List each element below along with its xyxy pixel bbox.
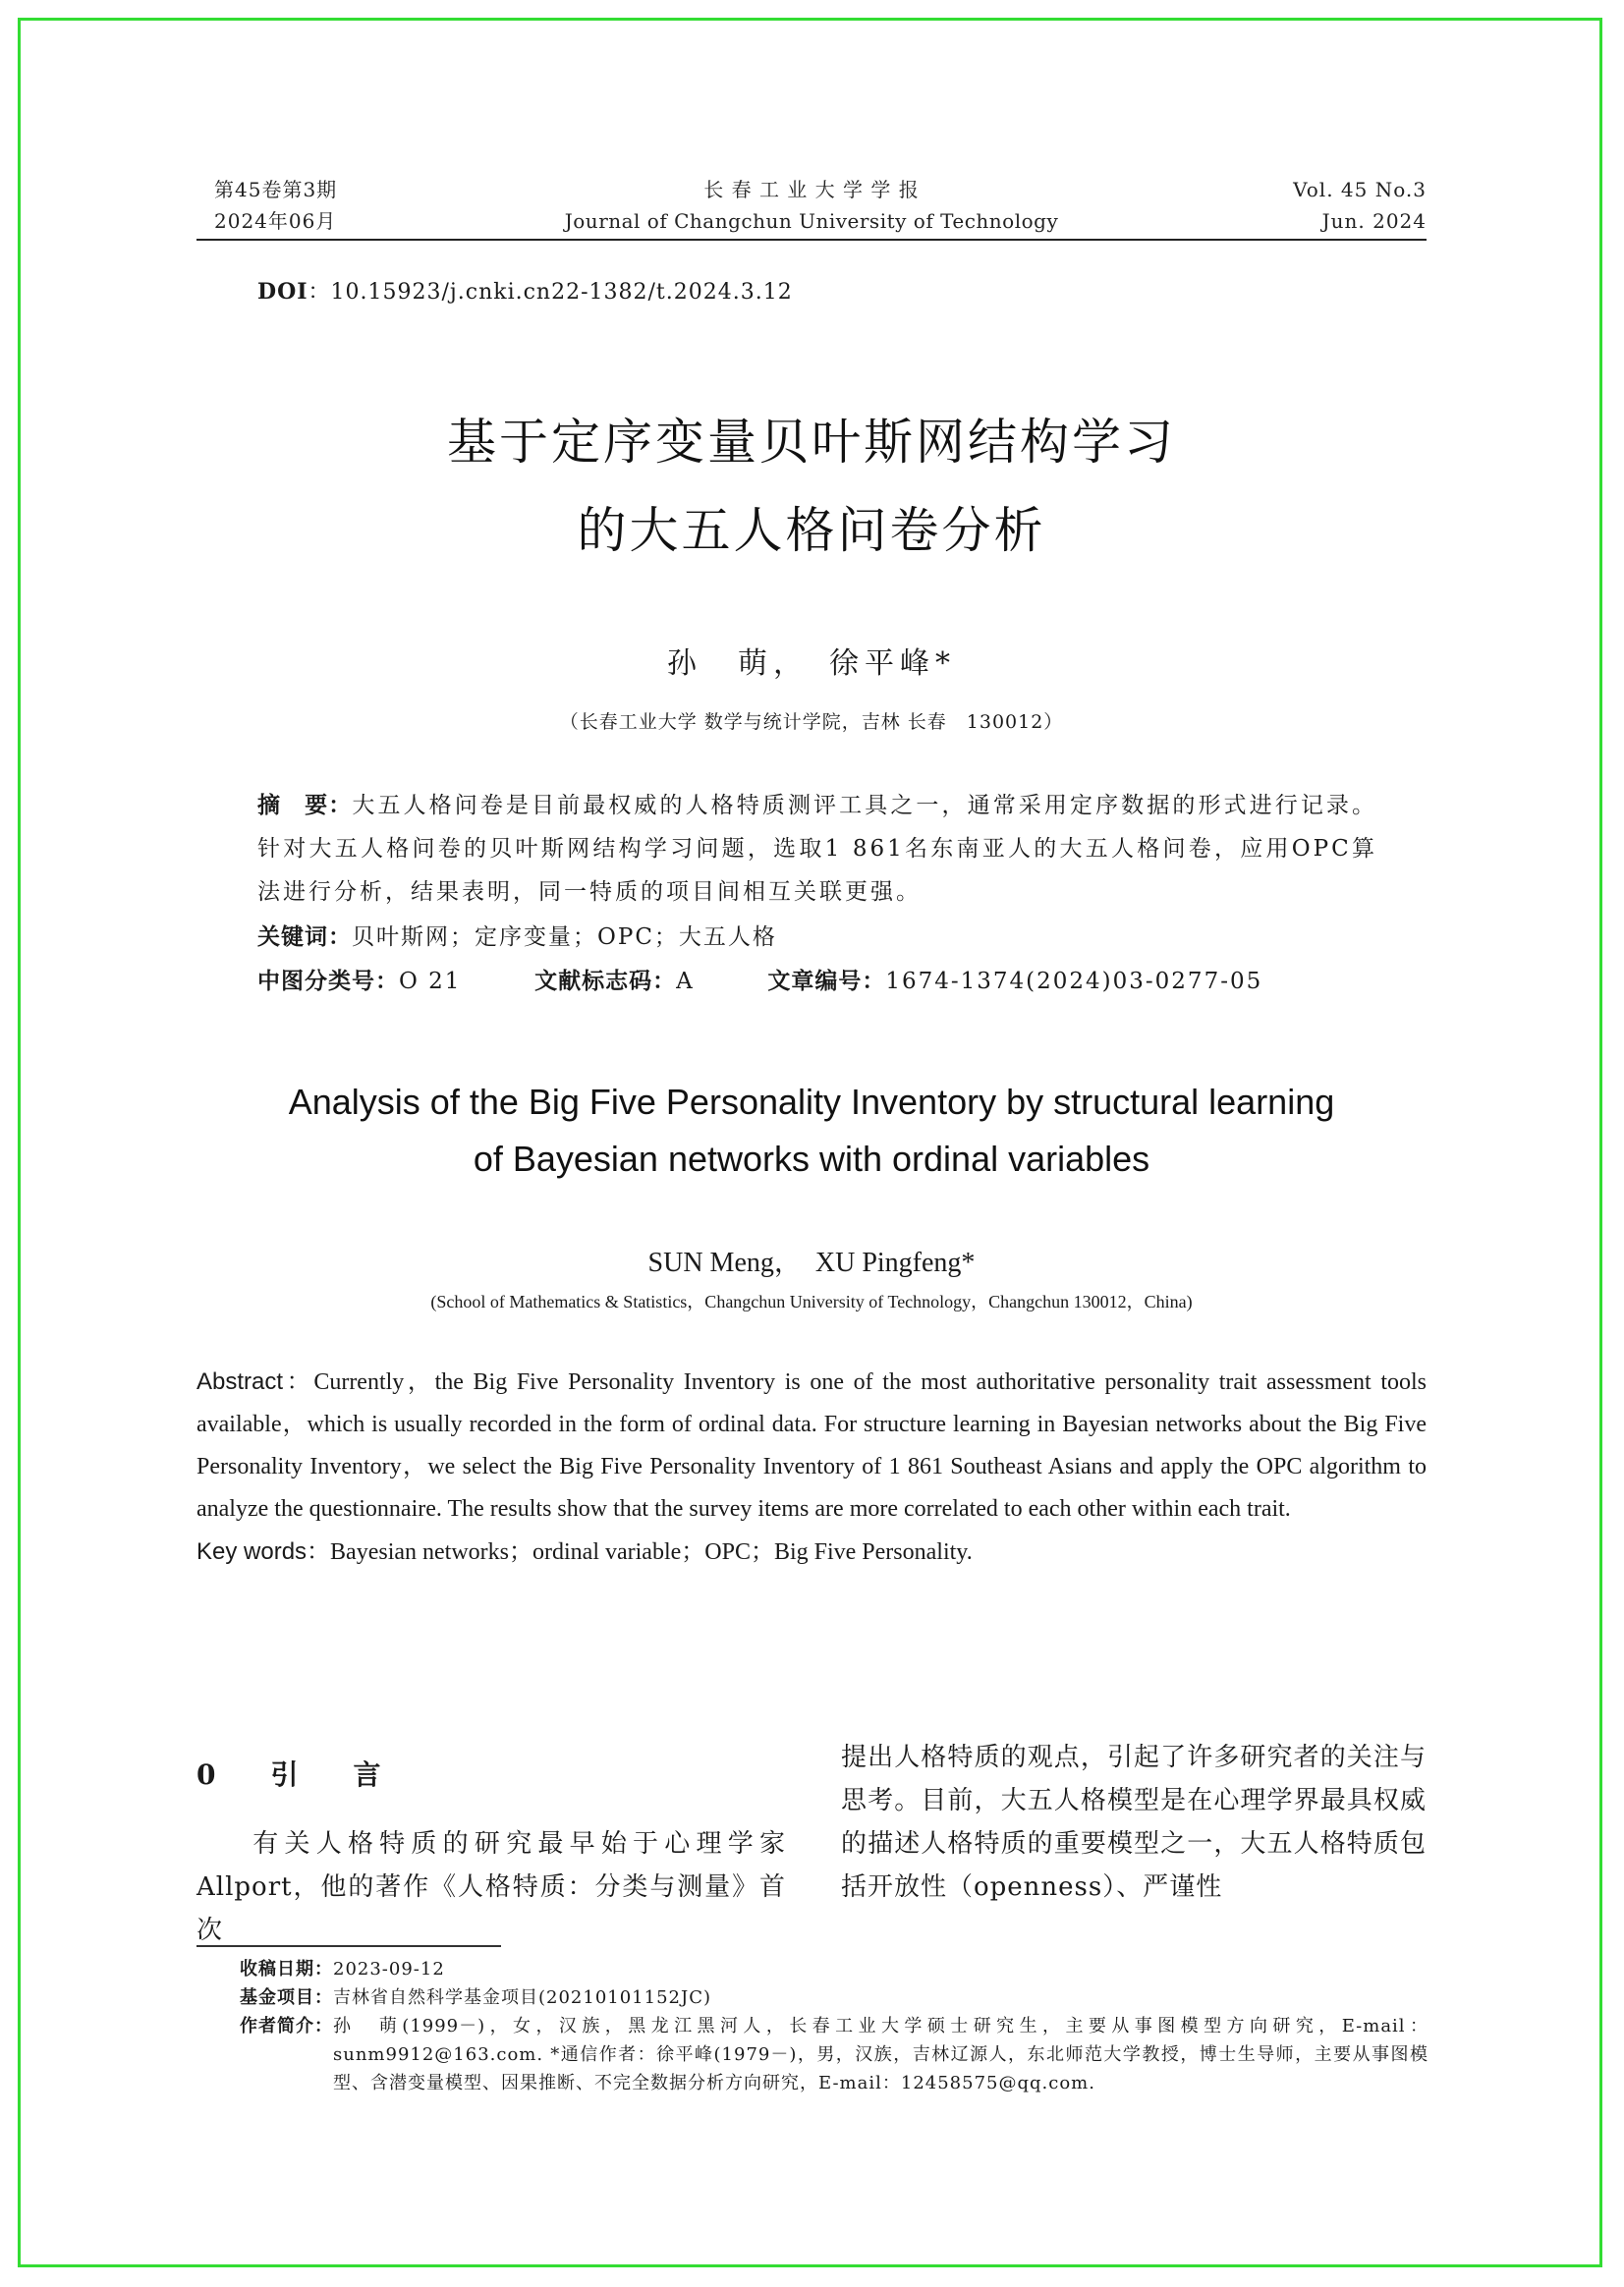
doi xyxy=(257,275,793,306)
affiliation-cn: （长春工业大学 数学与统计学院，吉林 长春 130012） xyxy=(559,711,1064,733)
clc-value: O 21 xyxy=(399,969,462,994)
bio-value: 孙 萌(1999－)，女，汉族，黑龙江黑河人，长春工业大学硕士研究生，主要从事图模型方向研究，E-mail：sunm9912@163.com. *通信作者：徐平峰(1979－)，男，汉族，吉林辽源人，东北师范大学教授，博士生导师，主要从事图模型、含潜变量模型、因果推断、不完全数据分析方向研究，E-mail：12458575@qq.com. xyxy=(333,2016,1428,2093)
fund-label: 基金项目： xyxy=(240,1987,333,2008)
header-volume-issue: 第45卷第3期 xyxy=(214,178,338,201)
received-label: 收稿日期： xyxy=(240,1959,333,1980)
clc-label: 中图分类号： xyxy=(257,969,399,994)
keywords-en xyxy=(196,1531,1427,1574)
title-cn-line2: 的大五人格问卷分析 xyxy=(577,502,1046,559)
body-column-right xyxy=(841,1736,1427,1909)
body-left-text: 有关人格特质的研究最早始于心理学家Allport，他的著作《人格特质：分类与测量》首次 xyxy=(196,1829,786,1945)
keywords-cn-text: 贝叶斯网；定序变量；OPC；大五人格 xyxy=(352,924,777,950)
header-date-en: Jun. 2024 xyxy=(1321,209,1427,233)
header-journal xyxy=(196,174,1427,237)
authors-en: SUN Meng， XU Pingfeng* xyxy=(647,1248,976,1278)
abstract-en xyxy=(196,1361,1427,1574)
title-en-line1: Analysis of the Big Five Personality Inventory by structural learning xyxy=(288,1082,1335,1122)
body-column-left xyxy=(196,1822,786,1952)
header-journal-en: Journal of Changchun University of Technology xyxy=(564,209,1059,233)
doi-value: ：10.15923/j.cnki.cn22-1382/t.2024.3.12 xyxy=(308,280,793,305)
keywords-cn-label: 关键词： xyxy=(257,924,352,950)
doi-label: DOI xyxy=(257,279,308,305)
title-en-line2: of Bayesian networks with ordinal variables xyxy=(473,1139,1150,1179)
body-right-text: 提出人格特质的观点，引起了许多研究者的关注与思考。目前，大五人格模型是在心理学界最具权威的描述人格特质的重要模型之一，大五人格特质包括开放性（openness）、严谨性 xyxy=(841,1743,1427,1902)
abstract-cn xyxy=(257,784,1377,914)
abstract-en-paragraph xyxy=(196,1361,1427,1531)
footnote-rule xyxy=(196,1945,501,1947)
title-en xyxy=(196,1074,1427,1188)
footnote-fund xyxy=(240,1983,1428,2012)
footnote-received xyxy=(240,1955,1428,1983)
affiliation-en: (School of Mathematics & Statistics，Changchun University of Technology，Changchun 130012，China) xyxy=(430,1292,1193,1311)
classification xyxy=(257,963,1262,995)
header-journal-cn: 长 春 工 业 大 学 学 报 xyxy=(703,178,920,201)
keywords-cn xyxy=(257,919,777,951)
header-rule xyxy=(196,239,1427,241)
article-no-value: 1674-1374(2024)03-0277-05 xyxy=(885,969,1263,994)
keywords-en-text: Bayesian networks；ordinal variable；OPC；Big Five Personality. xyxy=(330,1539,973,1565)
title-cn-line1: 基于定序变量贝叶斯网结构学习 xyxy=(447,414,1176,471)
abstract-cn-label: 摘 要： xyxy=(257,793,353,818)
header-date-cn: 2024年06月 xyxy=(214,209,337,233)
header-vol-en xyxy=(1293,174,1427,237)
bio-label: 作者简介： xyxy=(240,2016,333,2036)
footnote-bio xyxy=(240,2012,1428,2097)
abstract-cn-text: 大五人格问卷是目前最权威的人格特质测评工具之一，通常采用定序数据的形式进行记录。针对大五人格问卷的贝叶斯网结构学习问题，选取1 861名东南亚人的大五人格问卷，应用OPC算法进行分析，结果表明，同一特质的项目间相互关联更强。 xyxy=(257,793,1378,905)
fund-value: 吉林省自然科学基金项目(20210101152JC) xyxy=(333,1987,712,2008)
doc-code-value: A xyxy=(676,969,695,994)
received-value: 2023-09-12 xyxy=(333,1959,445,1980)
doc-code-label: 文献标志码： xyxy=(534,969,677,994)
header-vol-no: Vol. 45 No.3 xyxy=(1293,178,1427,201)
keywords-en-label: Key words： xyxy=(196,1538,331,1565)
abstract-en-label: Abstract： xyxy=(196,1368,314,1395)
authors-cn: 孙 萌， 徐平峰* xyxy=(667,646,956,681)
abstract-en-text: Currently，the Big Five Personality Inventory is one of the most authoritative personality trait assessment tools available，which is usually recorded in the form of ordinal data. For structure learning in Bayesian networks about the Big Five Personality Inventory，we select the Big Five Personality Inventory of 1 861 Southeast Asians and apply the OPC algorithm to analyze the questionnaire. The results show that the survey items are more correlated to each other within each trait. xyxy=(196,1369,1427,1522)
article-no-label: 文章编号： xyxy=(767,969,886,994)
section-heading-intro: 0 引 言 xyxy=(196,1758,395,1791)
